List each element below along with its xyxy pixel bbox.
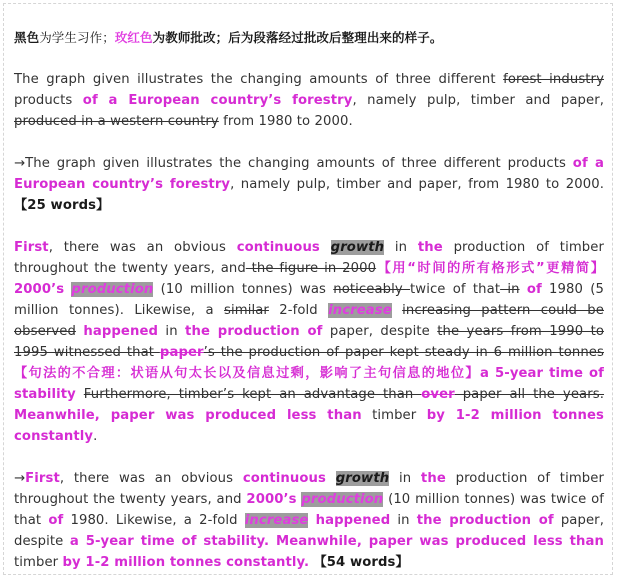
text-segment: timber [14, 555, 63, 570]
teacher-addition: 2000’s [246, 492, 297, 507]
teacher-addition: First [25, 471, 60, 486]
teacher-addition: First [14, 240, 49, 255]
deleted-text: produced in a western country [14, 114, 219, 129]
text-segment: , there was an obvious [59, 471, 243, 486]
highlighted-word: growth [335, 471, 390, 486]
teacher-addition: of a European country’s forestry [82, 93, 353, 108]
word-count: 【25 words】 [14, 198, 110, 213]
teacher-addition: the production of [185, 324, 323, 339]
text-segment [326, 471, 336, 486]
highlighted-word: increase [244, 513, 309, 528]
text-segment: paper, despite [322, 324, 438, 339]
text-segment: The graph given illustrates the changing amounts of three different [14, 72, 504, 87]
arrow-glyph: → [14, 471, 26, 486]
teacher-addition: continuous [242, 471, 326, 486]
deleted-text: similar [224, 303, 269, 318]
teacher-addition: a 5-year time of stability. Meanwhile, paper was produced less than [69, 534, 604, 549]
text-segment: , namely pulp, timber and paper, [352, 93, 605, 108]
deleted-text: increasing pattern could be observed [14, 303, 604, 339]
text-segment: , namely pulp, timber and paper, from 1980 to 2000. [230, 177, 604, 192]
article-body [14, 27, 604, 573]
text-segment: paper, despite [14, 513, 604, 549]
deleted-text: paper [159, 345, 204, 360]
text-segment: twice of that [410, 282, 501, 297]
text-segment: in [384, 240, 418, 255]
teacher-addition: the production of [416, 513, 554, 528]
teacher-addition: Meanwhile, paper was produced less than [14, 408, 362, 423]
word-count: 【54 words】 [313, 555, 409, 570]
deleted-text: noticeably [333, 282, 411, 297]
teacher-addition: happened [83, 324, 159, 339]
teacher-addition: of a European country’s forestry [14, 156, 605, 192]
text-segment: products [14, 93, 83, 108]
highlighted-word: increase [328, 303, 392, 318]
paragraph-2-revised [14, 468, 604, 573]
text-segment: . [93, 429, 98, 444]
text-segment [308, 513, 315, 528]
teacher-addition: of [48, 513, 64, 528]
text-segment: (10 million tonnes) was [153, 282, 334, 297]
teacher-addition: 2000’s [14, 282, 65, 297]
text-segment: in [390, 513, 417, 528]
deleted-text: ’s the production of paper kept steady in 6 million tonnes [203, 345, 604, 360]
intro-red-label: 玫红色 [114, 30, 153, 45]
deleted-text: forest industry [503, 72, 604, 87]
paragraph-1-original [14, 69, 604, 132]
teacher-addition: continuous [236, 240, 320, 255]
text-segment: 1980 (5 million tonnes). Likewise, a [14, 282, 604, 318]
paragraph-1-revised [14, 153, 604, 216]
text-segment: 2-fold [268, 303, 329, 318]
text-segment [392, 303, 402, 318]
highlighted-word: growth [330, 240, 385, 255]
highlighted-word: production [301, 492, 384, 507]
text-segment: production of timber throughout the twenty years, and [14, 240, 604, 276]
text-segment: →The graph given illustrates the changing amounts of three different products [14, 156, 573, 171]
intro-black-label: 黑色 [14, 30, 40, 45]
deleted-text: the figure in 2000 [245, 261, 377, 276]
text-segment: in [389, 471, 421, 486]
teacher-addition: by 1-2 million tonnes constantly [14, 408, 604, 444]
teacher-note: 【句法的不合理：状语从句太长以及信息过剩，影响了主句信息的地位】 [14, 366, 480, 381]
paragraph-2-original [14, 237, 604, 447]
intro-red-text: 为教师批改；后为段落经过批改后整理出来的样子。 [152, 30, 443, 45]
deleted-text: the years from 1990 to 1995 witnessed that [14, 324, 605, 360]
teacher-addition: the [420, 471, 446, 486]
teacher-addition: a 5-year time of stability [14, 366, 604, 402]
text-segment: production of timber throughout the twenty years, and [14, 471, 604, 507]
text-segment [320, 240, 331, 255]
highlighted-word: production [71, 282, 154, 297]
text-segment: timber [361, 408, 427, 423]
teacher-addition: of [526, 282, 542, 297]
intro-black-text: 为学生习作； [39, 30, 115, 45]
text-segment [76, 387, 84, 402]
text-segment: 1980. Likewise, a 2-fold [63, 513, 245, 528]
deleted-text: in [500, 282, 520, 297]
teacher-addition: happened [315, 513, 391, 528]
text-segment: (10 million tonnes) was twice of that [14, 492, 605, 528]
deleted-text: Furthermore, timber’s kept an advantage than [83, 387, 422, 402]
deleted-text: paper all the years. [454, 387, 605, 402]
text-segment: in [158, 324, 186, 339]
teacher-note: 【用“时间的所有格形式”更精简】 [376, 261, 604, 276]
text-segment: from 1980 to 2000. [218, 114, 353, 129]
teacher-addition: the [417, 240, 443, 255]
teacher-addition: by 1-2 million tonnes constantly. [62, 555, 310, 570]
text-segment [520, 282, 527, 297]
text-segment: , there was an obvious [48, 240, 237, 255]
intro-legend [14, 27, 604, 48]
deleted-text: over [421, 387, 455, 402]
